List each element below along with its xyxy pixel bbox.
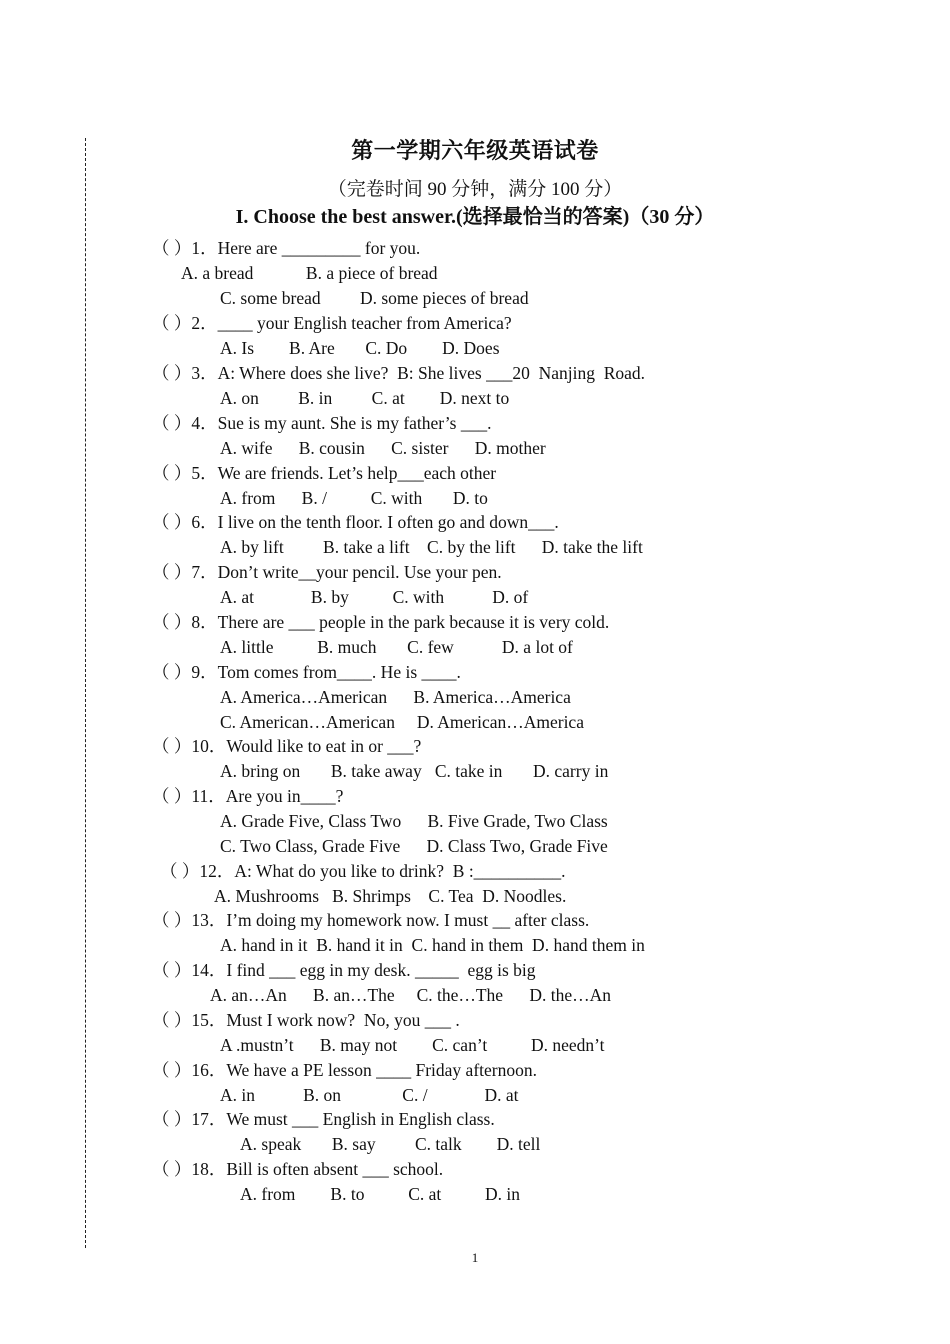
question-16: （ ）16．We have a PE lesson ____ Friday afternoon.	[152, 1060, 537, 1080]
question-15-options: A .mustn’t B. may not C. can’t D. needn’t	[220, 1035, 605, 1055]
question-10: （ ）10．Would like to eat in or ___?	[152, 736, 422, 756]
question-10-options: A. bring on B. take away C. take in D. carry in	[220, 761, 609, 781]
question-14: （ ）14．I find ___ egg in my desk. _____ egg is big	[152, 960, 536, 980]
question-9-options: A. America…American B. America…America	[220, 687, 571, 707]
question-3: （ ）3．A: Where does she live? B: She lives ___20 Nanjing Road.	[152, 363, 646, 383]
question-2-options: A. Is B. Are C. Do D. Does	[220, 338, 500, 358]
question-12-options: A. Mushrooms B. Shrimps C. Tea D. Noodles.	[214, 886, 567, 906]
question-8-options: A. little B. much C. few D. a lot of	[220, 637, 573, 657]
question-12: （ ）12．A: What do you like to drink? B :__________.	[160, 861, 566, 881]
section-heading: I. Choose the best answer.(选择最恰当的答案)（30 分）	[235, 206, 715, 228]
question-17: （ ）17．We must ___ English in English class.	[152, 1109, 495, 1129]
question-1-options: A. a bread B. a piece of bread	[181, 263, 438, 283]
question-9: （ ）9．Tom comes from____. He is ____.	[152, 662, 461, 682]
exam-subtitle: （完卷时间 90 分钟，满分 100 分）	[327, 179, 623, 200]
page-number: 1	[471, 1250, 479, 1265]
question-9-options: C. American…American D. American…America	[220, 712, 584, 732]
question-1-options: C. some bread D. some pieces of bread	[220, 288, 529, 308]
question-18: （ ）18．Bill is often absent ___ school.	[152, 1159, 444, 1179]
exam-title: 第一学期六年级英语试卷	[351, 138, 599, 163]
question-17-options: A. speak B. say C. talk D. tell	[240, 1134, 541, 1154]
question-6: （ ）6．I live on the tenth floor. I often go and down___.	[152, 512, 559, 532]
question-11-options: A. Grade Five, Class Two B. Five Grade, Two Class	[220, 811, 608, 831]
question-5: （ ）5．We are friends. Let’s help___each other	[152, 463, 497, 483]
question-11: （ ）11．Are you in____?	[152, 786, 344, 806]
question-8: （ ）8．There are ___ people in the park because it is very cold.	[152, 612, 610, 632]
question-18-options: A. from B. to C. at D. in	[240, 1184, 520, 1204]
question-13-options: A. hand in it B. hand it in C. hand in them D. hand them in	[220, 935, 645, 955]
binding-margin-line	[85, 138, 86, 1248]
question-5-options: A. from B. / C. with D. to	[220, 488, 488, 508]
question-2: （ ）2．____ your English teacher from America?	[152, 313, 512, 333]
question-11-options: C. Two Class, Grade Five D. Class Two, Grade Five	[220, 836, 608, 856]
question-16-options: A. in B. on C. / D. at	[220, 1085, 519, 1105]
question-13: （ ）13．I’m doing my homework now. I must __ after class.	[152, 910, 590, 930]
question-15: （ ）15．Must I work now? No, you ___ .	[152, 1010, 460, 1030]
question-7: （ ）7．Don’t write__your pencil. Use your pen.	[152, 562, 502, 582]
question-4-options: A. wife B. cousin C. sister D. mother	[220, 438, 546, 458]
question-3-options: A. on B. in C. at D. next to	[220, 388, 510, 408]
question-6-options: A. by lift B. take a lift C. by the lift D. take the lift	[220, 537, 643, 557]
question-7-options: A. at B. by C. with D. of	[220, 587, 529, 607]
question-14-options: A. an…An B. an…The C. the…The D. the…An	[210, 985, 611, 1005]
question-1: （ ）1．Here are _________ for you.	[152, 238, 421, 258]
question-4: （ ）4．Sue is my aunt. She is my father’s ___.	[152, 413, 492, 433]
